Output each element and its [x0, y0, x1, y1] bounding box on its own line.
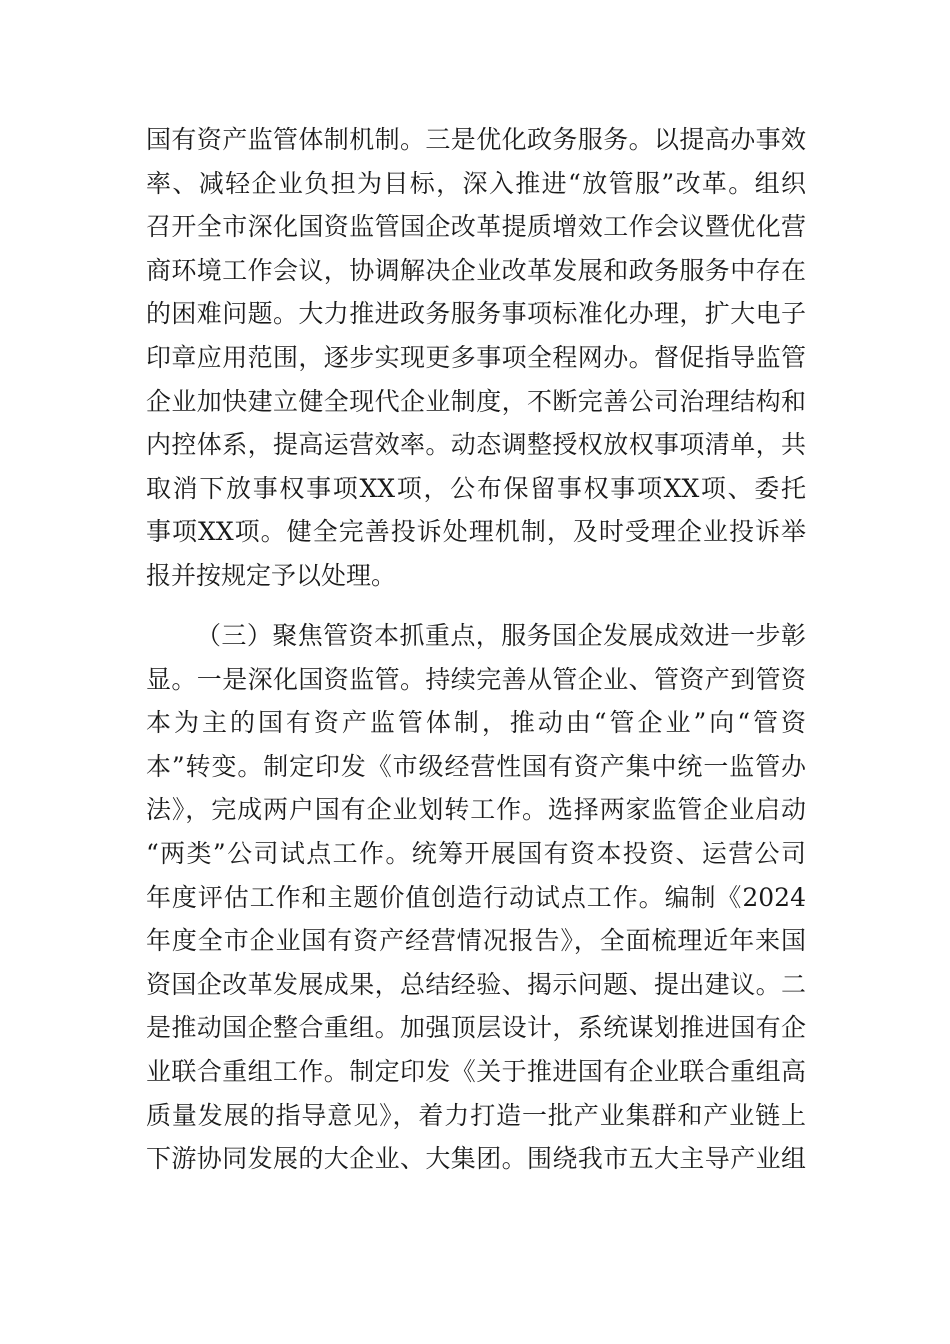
text-line: 国有资产监管体制机制。三是优化政务服务。以提高办事效 — [146, 125, 806, 154]
text-line: 年度全市企业国有资产经营情况报告》，全面梳理近年来国 — [146, 926, 806, 956]
text-line: 的困难问题。大力推进政务服务事项标准化办理，扩大电子 — [146, 299, 806, 329]
text-line: 企业加快建立健全现代企业制度，不断完善公司治理结构和 — [146, 386, 806, 416]
text-line: 法》，完成两户国有企业划转工作。选择两家监管企业启动 — [146, 795, 806, 825]
paragraph-service-optimization — [146, 118, 806, 598]
text-line: 业联合重组工作。制定印发《关于推进国有企业联合重组高 — [146, 1056, 806, 1086]
text-line: 本为主的国有资产监管体制，推动由“管企业”向“管资 — [146, 708, 806, 738]
paragraph-section-three — [146, 614, 806, 1181]
text-line: 内控体系，提高运营效率。动态调整授权放权事项清单，共 — [146, 430, 806, 460]
section-heading-line: （三）聚焦管资本抓重点，服务国企发展成效进一步彰 — [196, 621, 806, 650]
text-line: “两类”公司试点工作。统筹开展国有资本投资、运营公司 — [146, 838, 806, 868]
text-line: 年度评估工作和主题价值创造行动试点工作。编制《2024 — [146, 882, 806, 912]
text-line: 召开全市深化国资监管国企改革提质增效工作会议暨优化营 — [146, 212, 806, 242]
text-line: 显。一是深化国资监管。持续完善从管企业、管资产到管资 — [146, 664, 806, 694]
text-line: 资国企改革发展成果，总结经验、揭示问题、提出建议。二 — [146, 969, 806, 999]
text-line: 取消下放事权事项XX项，公布保留事权事项XX项、委托 — [146, 473, 806, 503]
text-line: 报并按规定予以处理。 — [146, 560, 397, 590]
text-line: 本”转变。制定印发《市级经营性国有资产集中统一监管办 — [146, 751, 806, 781]
text-line: 事项XX项。健全完善投诉处理机制，及时受理企业投诉举 — [146, 517, 806, 547]
text-line: 质量发展的指导意见》，着力打造一批产业集群和产业链上 — [146, 1100, 806, 1130]
text-line: 是推动国企整合重组。加强顶层设计，系统谋划推进国有企 — [146, 1013, 806, 1043]
text-line: 印章应用范围，逐步实现更多事项全程网办。督促指导监管 — [146, 342, 806, 372]
text-line: 商环境工作会议，协调解决企业改革发展和政务服务中存在 — [146, 255, 806, 285]
text-line: 率、减轻企业负担为目标，深入推进“放管服”改革。组织 — [146, 168, 806, 198]
text-line: 下游协同发展的大企业、大集团。围绕我市五大主导产业组 — [146, 1144, 806, 1174]
